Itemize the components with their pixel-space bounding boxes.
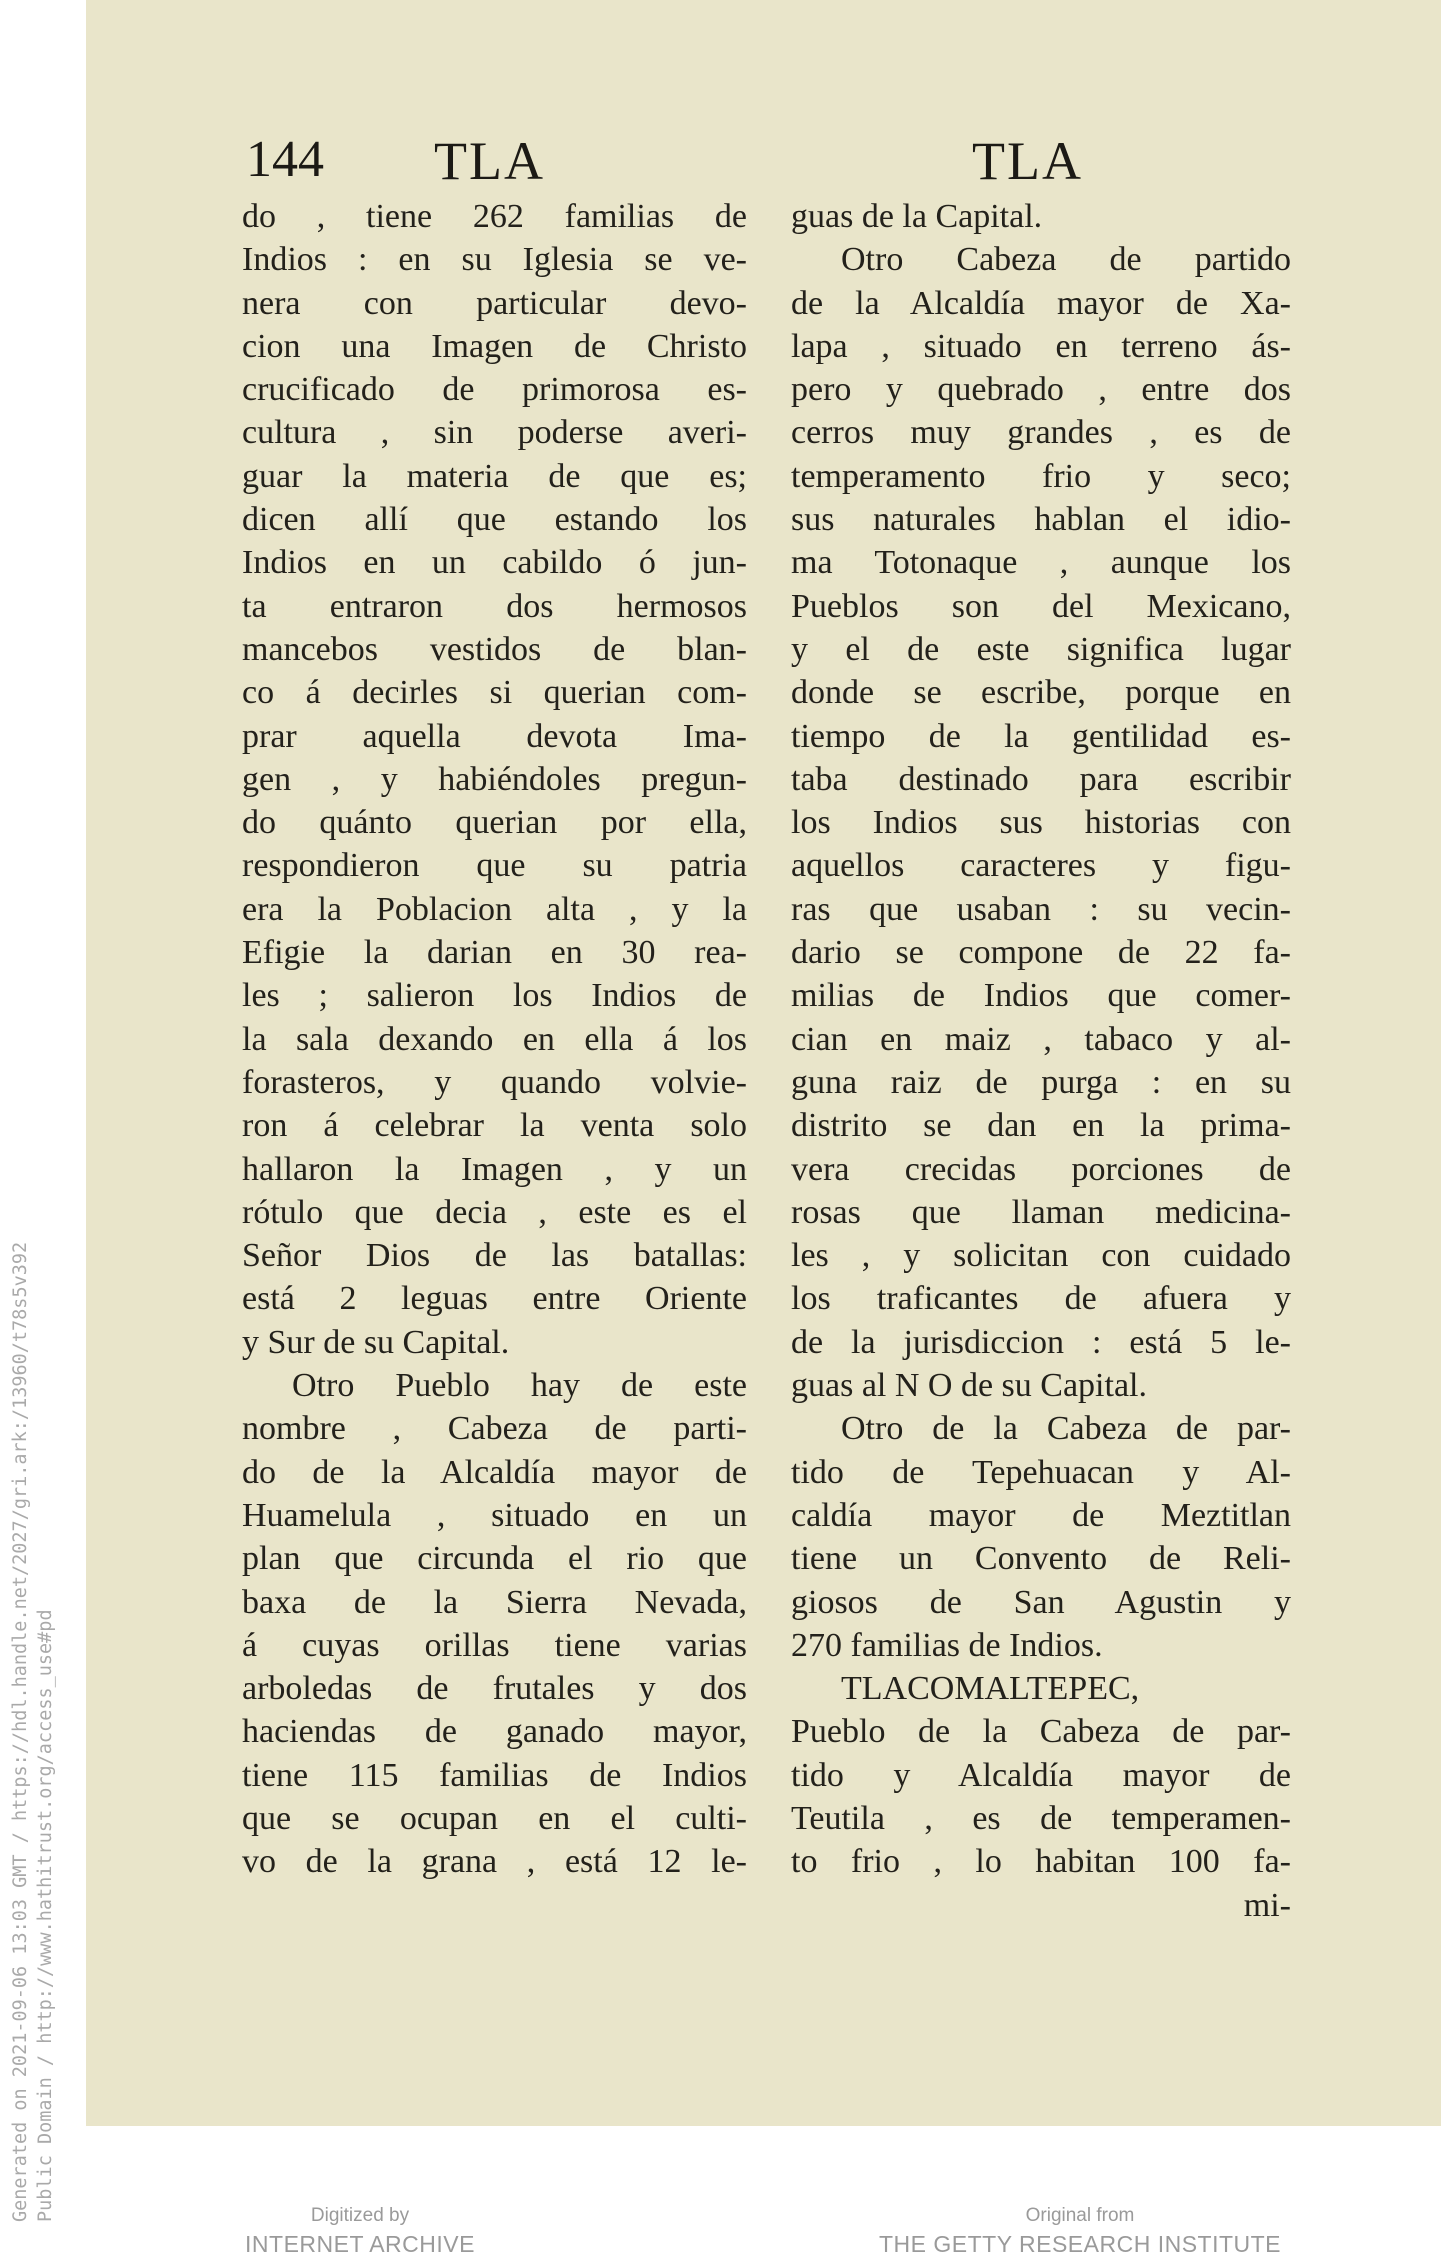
text-line: do de la Alcaldía mayor de bbox=[242, 1453, 747, 1491]
getty-label: THE GETTY RESEARCH INSTITUTE bbox=[878, 2231, 1282, 2257]
text-line: 270 familias de Indios. bbox=[791, 1626, 1103, 1664]
text-line: nera con particular devo- bbox=[242, 284, 747, 322]
text-line: arboledas de frutales y dos bbox=[242, 1670, 747, 1708]
text-line: ta entraron dos hermosos bbox=[242, 587, 747, 625]
text-line: hallaron la Imagen , y un bbox=[242, 1150, 747, 1188]
text-line: y Sur de su Capital. bbox=[242, 1323, 510, 1361]
text-line: cerros muy grandes , es de bbox=[791, 414, 1291, 452]
page-number: 144 bbox=[246, 131, 324, 188]
text-line: plan que circunda el rio que bbox=[242, 1540, 747, 1578]
text-line: Otro Pueblo hay de este bbox=[292, 1367, 747, 1405]
text-line: co á decirles si querian com- bbox=[242, 674, 747, 712]
digitized-by-label: Digitized by bbox=[310, 2205, 410, 2226]
text-line: rótulo que decia , este es el bbox=[242, 1193, 747, 1231]
running-head-right: TLA bbox=[972, 131, 1083, 191]
text-line: donde se escribe, porque en bbox=[791, 674, 1291, 712]
text-line: les , y solicitan con cuidado bbox=[791, 1237, 1291, 1275]
text-line: to frio , lo habitan 100 fa- bbox=[791, 1843, 1291, 1881]
text-line: guar la materia de que es; bbox=[242, 457, 747, 495]
text-line: do , tiene 262 familias de bbox=[242, 198, 747, 235]
text-line: á cuyas orillas tiene varias bbox=[242, 1626, 747, 1664]
text-line: ma Totonaque , aunque los bbox=[791, 544, 1291, 582]
right-text-column bbox=[791, 195, 1291, 1927]
text-line: les ; salieron los Indios de bbox=[242, 977, 747, 1015]
text-line: dicen allí que estando los bbox=[242, 501, 747, 539]
text-line: Teutila , es de temperamen- bbox=[791, 1799, 1291, 1837]
running-head-left: TLA bbox=[434, 131, 545, 191]
text-line: los Indios sus historias con bbox=[791, 804, 1291, 842]
text-line: ras que usaban : su vecin- bbox=[791, 890, 1291, 928]
text-line: la sala dexando en ella á los bbox=[242, 1020, 747, 1058]
text-line: prar aquella devota Ima- bbox=[242, 717, 747, 755]
text-line: TLACOMALTEPEC, bbox=[841, 1670, 1140, 1708]
text-line: dario se compone de 22 fa- bbox=[791, 934, 1291, 972]
text-line: cultura , sin poderse averi- bbox=[242, 414, 747, 452]
text-line: crucificado de primorosa es- bbox=[242, 371, 747, 409]
text-line: Otro Cabeza de partido bbox=[841, 241, 1291, 279]
text-line: taba destinado para escribir bbox=[791, 760, 1291, 798]
text-line: tiene 115 familias de Indios bbox=[242, 1756, 747, 1794]
text-line: tido y Alcaldía mayor de bbox=[791, 1756, 1291, 1794]
generation-notice bbox=[8, 1242, 58, 2222]
original-from bbox=[870, 2203, 1290, 2259]
text-line: guna raiz de purga : en su bbox=[791, 1063, 1291, 1101]
text-line: vo de la grana , está 12 le- bbox=[242, 1843, 747, 1881]
digitized-by bbox=[200, 2203, 520, 2259]
text-line: Huamelula , situado en un bbox=[242, 1496, 747, 1534]
internet-archive-label: INTERNET ARCHIVE bbox=[245, 2231, 475, 2257]
text-line: respondieron que su patria bbox=[242, 847, 747, 885]
text-line: está 2 leguas entre Oriente bbox=[242, 1280, 747, 1318]
text-line: distrito se dan en la prima- bbox=[791, 1107, 1291, 1145]
rights-line: Public Domain / http://www.hathitrust.org/access_use#pd bbox=[35, 1609, 56, 2222]
text-line: mi- bbox=[1243, 1886, 1291, 1924]
text-line: gen , y habiéndoles pregun- bbox=[242, 760, 747, 798]
text-line: caldía mayor de Meztitlan bbox=[791, 1496, 1291, 1534]
text-line: temperamento frio y seco; bbox=[791, 457, 1291, 495]
text-line: ron á celebrar la venta solo bbox=[242, 1107, 747, 1145]
text-line: y el de este significa lugar bbox=[791, 630, 1291, 668]
text-line: Indios en un cabildo ó jun- bbox=[242, 544, 747, 582]
text-line: lapa , situado en terreno ás- bbox=[791, 327, 1291, 365]
text-line: cian en maiz , tabaco y al- bbox=[791, 1020, 1291, 1058]
text-line: giosos de San Agustin y bbox=[791, 1583, 1291, 1621]
text-line: tiempo de la gentilidad es- bbox=[791, 717, 1291, 755]
text-line: guas al N O de su Capital. bbox=[791, 1367, 1147, 1405]
text-line: guas de la Capital. bbox=[791, 198, 1043, 235]
text-line: Otro de la Cabeza de par- bbox=[841, 1410, 1291, 1448]
hathitrust-stamp bbox=[0, 0, 86, 2255]
text-line: que se ocupan en el culti- bbox=[242, 1799, 747, 1837]
text-line: Pueblos son del Mexicano, bbox=[791, 587, 1291, 625]
text-line: cion una Imagen de Christo bbox=[242, 327, 747, 365]
text-line: era la Poblacion alta , y la bbox=[242, 890, 747, 928]
left-text-column bbox=[242, 195, 747, 1884]
generation-line: Generated on 2021-09-06 13:03 GMT / https://hdl.handle.net/2027/gri.ark:/13960/t78s5v392 bbox=[10, 1241, 31, 2222]
text-line: sus naturales hablan el idio- bbox=[791, 501, 1291, 539]
text-line: de la Alcaldía mayor de Xa- bbox=[791, 284, 1291, 322]
text-line: de la jurisdiccion : está 5 le- bbox=[791, 1323, 1291, 1361]
text-line: nombre , Cabeza de parti- bbox=[242, 1410, 747, 1448]
text-line: Indios : en su Iglesia se ve- bbox=[242, 241, 747, 279]
text-line: mancebos vestidos de blan- bbox=[242, 630, 747, 668]
text-line: milias de Indios que comer- bbox=[791, 977, 1291, 1015]
text-line: los traficantes de afuera y bbox=[791, 1280, 1291, 1318]
text-line: forasteros, y quando volvie- bbox=[242, 1063, 747, 1101]
text-line: Efigie la darian en 30 rea- bbox=[242, 934, 747, 972]
original-from-label: Original from bbox=[1025, 2205, 1135, 2226]
text-line: vera crecidas porciones de bbox=[791, 1150, 1291, 1188]
text-line: Señor Dios de las batallas: bbox=[242, 1237, 747, 1275]
text-line: haciendas de ganado mayor, bbox=[242, 1713, 747, 1751]
text-line: aquellos caracteres y figu- bbox=[791, 847, 1291, 885]
text-line: pero y quebrado , entre dos bbox=[791, 371, 1291, 409]
text-line: do quánto querian por ella, bbox=[242, 804, 747, 842]
text-line: Pueblo de la Cabeza de par- bbox=[791, 1713, 1291, 1751]
text-line: baxa de la Sierra Nevada, bbox=[242, 1583, 747, 1621]
text-line: tido de Tepehuacan y Al- bbox=[791, 1453, 1291, 1491]
text-line: rosas que llaman medicina- bbox=[791, 1193, 1291, 1231]
text-line: tiene un Convento de Reli- bbox=[791, 1540, 1291, 1578]
